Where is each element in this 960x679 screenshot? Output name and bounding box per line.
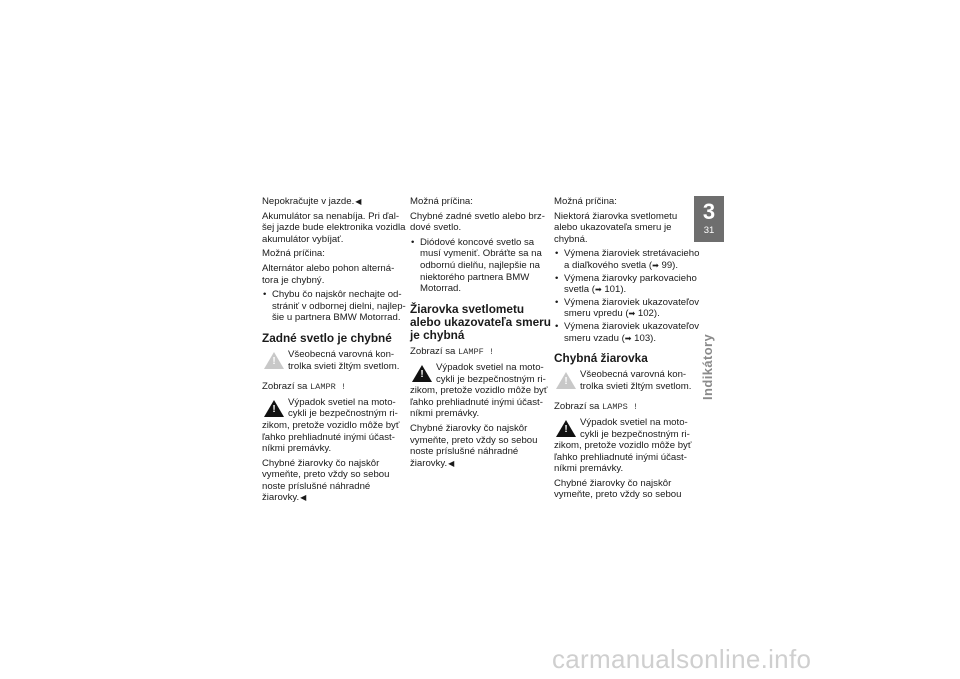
column-3 [554, 196, 700, 504]
warning-note [262, 397, 408, 455]
warning-text-tail: zikom, pretože vozidlo môže byť ľahko prehliadnuté inými účast-níkmi premávky. [410, 385, 548, 420]
caution-triangle-icon: ! [264, 352, 284, 369]
chapter-number: 3 [702, 199, 716, 224]
page-reference[interactable]: 102). [637, 308, 660, 320]
warning-text-tail: zikom, pretože vozidlo môže byť ľahko prehliadnuté inými účast-níkmi premávky. [262, 419, 400, 455]
page-reference[interactable]: 103). [634, 332, 657, 344]
section-heading: Zadné svetlo je chybné [262, 330, 392, 345]
list-item: • Výmena žiaroviek ukazovateľov smeru vzadu (➡ 103). [554, 321, 700, 344]
paragraph: Akumulátor sa nenabíja. Pri ďal-šej jazde bude elektronika vozidla akumulátor vybíjať. [262, 210, 406, 245]
warning-note [410, 362, 556, 420]
page-reference[interactable]: 99). [661, 259, 679, 271]
paragraph: Možná príčina: [554, 196, 617, 207]
chapter-tab [694, 196, 724, 242]
warning-text-head: Výpadok svetiel na moto-cykli je bezpečnostným ri- [288, 396, 398, 420]
display-line [554, 401, 700, 414]
warning-note [554, 417, 700, 475]
paragraph: Nepokračujte v jazde. ◀ [262, 196, 408, 208]
warning-triangle-icon: ! [412, 365, 432, 382]
caution-triangle-icon: ! [556, 372, 576, 389]
paragraph: Možná príčina: [262, 248, 325, 260]
paragraph: Niektorá žiarovka svetlometu alebo ukazovateľa smeru je chybná. [554, 210, 678, 245]
warning-text-tail: zikom, pretože vozidlo môže byť ľahko prehliadnuté inými účast-níkmi premávky. [554, 440, 692, 475]
display-prefix: Zobrazí sa [262, 381, 308, 393]
paragraph: Chybné žiarovky čo najskôr vymeňte, preto vždy so sebou noste príslušné náhradné žiarovky. ◀ [262, 458, 408, 504]
chapter-title-vertical [700, 320, 714, 400]
display-prefix: Zobrazí sa [410, 346, 456, 358]
paragraph: Možná príčina: [410, 196, 473, 207]
display-code: LAMPR ! [310, 382, 347, 393]
reference-arrow-icon: ➡ [624, 333, 632, 343]
paragraph: Chybné zadné svetlo alebo brz-dové svetlo. [410, 210, 545, 234]
display-line [262, 381, 408, 394]
paragraph: Alternátor alebo pohon alterná-tora je chybný. [262, 262, 395, 286]
display-line [410, 346, 556, 359]
display-code: LAMPF ! [458, 347, 495, 358]
caution-text: Všeobecná varovná kon-trolka svieti žltým svetlom. [580, 369, 692, 392]
page-reference[interactable]: 101). [604, 284, 627, 296]
list-item: • Chybu čo najskôr nechajte od-strániť v odbornej dielni, najlep-šie u partnera BMW Motorrad. [262, 289, 408, 324]
caution-text: Všeobecná varovná kon-trolka svieti žltým svetlom. [288, 349, 400, 372]
section-heading: Chybná žiarovka [554, 351, 648, 366]
page-number: 31 [703, 225, 715, 236]
chapter-title: Indikátory [700, 333, 715, 400]
caution-note [262, 349, 408, 375]
bullet-list [554, 248, 700, 344]
display-code: LAMPS ! [602, 402, 639, 413]
column-1 [262, 196, 408, 507]
reference-arrow-icon: ➡ [652, 260, 659, 270]
paragraph: Chybné žiarovky čo najskôr vymeňte, preto vždy so sebou [554, 477, 682, 501]
warning-text-head: Výpadok svetiel na moto-cykli je bezpečnostným ri- [580, 416, 690, 440]
caution-note [554, 369, 700, 395]
warning-triangle-icon: ! [556, 420, 576, 437]
warning-text-head: Výpadok svetiel na moto-cykli je bezpečnostným ri- [436, 361, 546, 385]
bullet-list [410, 237, 556, 295]
section-heading: Žiarovka svetlometu alebo ukazovateľa smeru je chybná [410, 301, 551, 343]
display-prefix: Zobrazí sa [554, 401, 600, 413]
list-item: • Výmena žiaroviek stretávacieho a diaľkového svetla (➡ 99). [554, 248, 700, 271]
reference-arrow-icon: ➡ [594, 285, 602, 295]
list-item: • Výmena žiarovky parkovacieho svetla (➡ 101). [554, 273, 700, 296]
column-2 [410, 196, 556, 472]
paragraph: Chybné žiarovky čo najskôr vymeňte, preto vždy so sebou noste príslušné náhradné žiarovky. ◀ [410, 423, 556, 469]
watermark: carmanualsonline.info [552, 644, 812, 674]
warning-triangle-icon: ! [264, 400, 284, 417]
reference-arrow-icon: ➡ [628, 309, 636, 319]
bullet-list [262, 289, 408, 324]
list-item: • Diódové koncové svetlo sa musí vymeniť. Obráťte sa na odbornú dielňu, najlepšie na niektorého partnera BMW Motorrad. [410, 237, 556, 295]
list-item: • Výmena žiaroviek ukazovateľov smeru vpredu (➡ 102). [554, 297, 700, 320]
